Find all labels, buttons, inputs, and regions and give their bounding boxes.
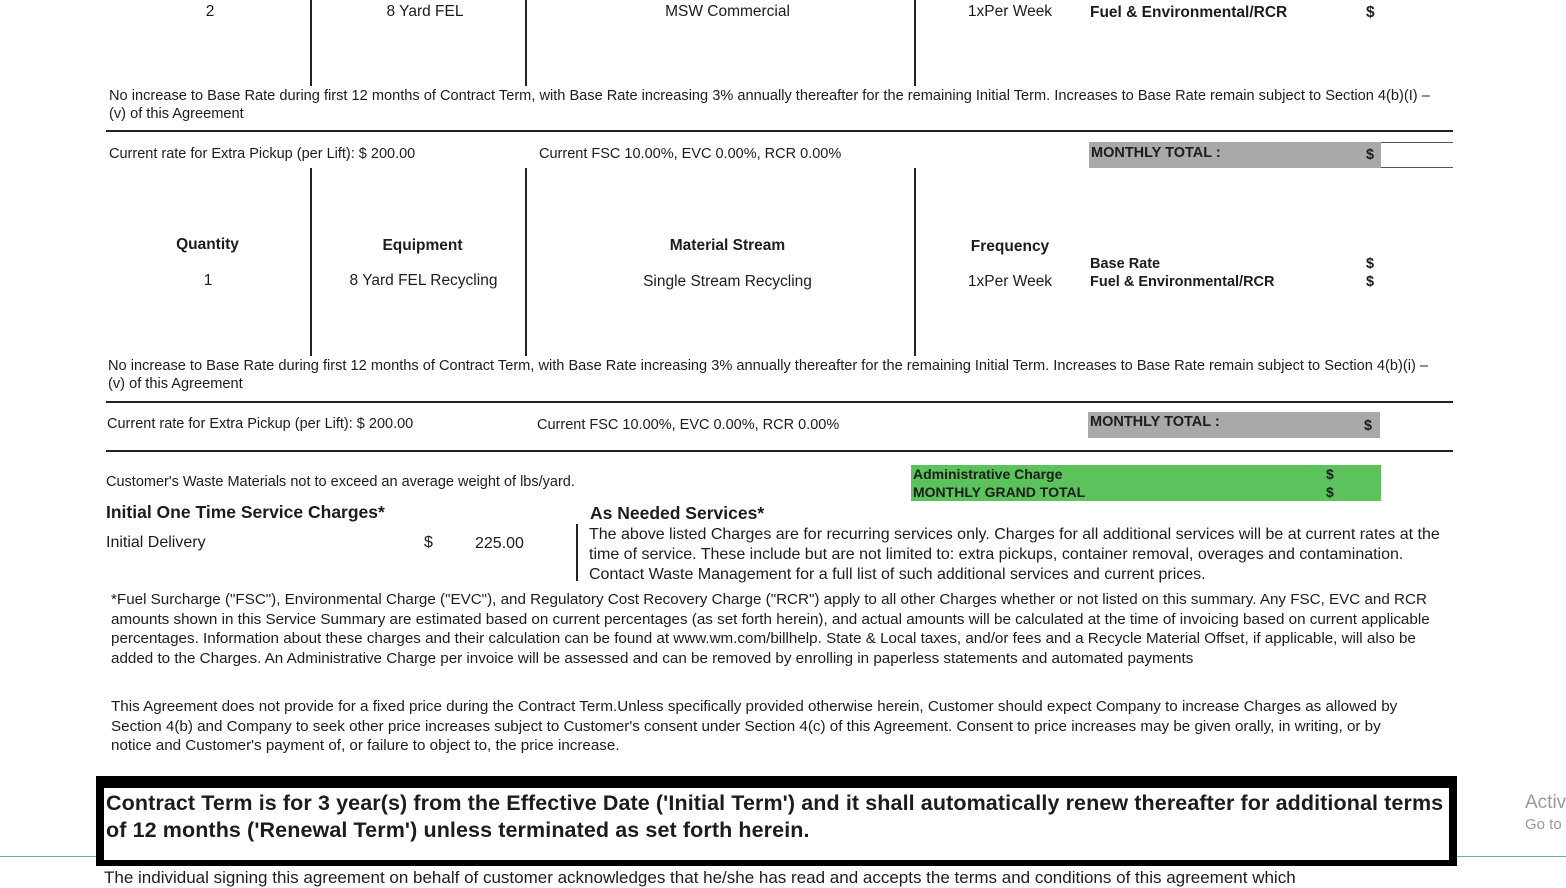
as-needed-title: As Needed Services* (590, 503, 765, 523)
fuel-surcharge-note: *Fuel Surcharge ("FSC"), Environmental Charge ("EVC"), and Regulatory Cost Recovery Charge ("RCR") apply to all other Charges whether or not listed on this summary. Any FSC, EVC and RCR amounts shown in this Service Summary are estimated based on current percentages (as set forth herein), and actual amounts will be calculated at the time of invoicing based on current applicable percentages. Information about these charges and their calculation can be found at www.wm.com/billhelp. State & Local taxes, and/or fees and a Recycle Material Offset, if applicable, will also be added to the Charges. An Administrative Charge per invoice will be assessed and can be removed by enrolling in paperless statements and automated payments (111, 591, 1430, 667)
edge-rule-right (1457, 856, 1566, 857)
footer1-extra-pickup: Current rate for Extra Pickup (per Lift): $ 200.00 (109, 146, 416, 162)
row2-fee-value: $ (1366, 274, 1375, 290)
row1-quantity: 2 (205, 3, 215, 20)
footer2-fsc: Current FSC 10.00%, EVC 0.00%, RCR 0.00% (537, 417, 840, 433)
row2-note: No increase to Base Rate during first 12 months of Contract Term, with Base Rate increasing 3% annually thereafter for the remaining Initial Term. Increases to Base Rate remain subject to Section 4(b)(i) – (v) of this Agreement (108, 358, 1429, 392)
row2-material-stream: Single Stream Recycling (643, 273, 812, 290)
row2-equipment: 8 Yard FEL Recycling (349, 272, 498, 289)
watermark-line-2: Go to (1525, 816, 1562, 833)
admin-charge-value: $ (1326, 466, 1334, 482)
section2-rule (106, 401, 1453, 403)
footer1-total-box-top (1381, 142, 1453, 143)
as-needed-divider (576, 524, 578, 581)
row2-fee-label: Fuel & Environmental/RCR (1090, 274, 1275, 290)
row1-material-stream: MSW Commercial (665, 3, 790, 20)
row2-base-rate-label: Base Rate (1090, 256, 1161, 272)
footer2-monthly-total-label: MONTHLY TOTAL : (1090, 414, 1220, 430)
section3-rule (106, 450, 1453, 452)
edge-rule-left (0, 856, 96, 857)
row1-divider-2 (525, 0, 527, 86)
row2-divider-2 (525, 168, 527, 356)
row2-divider-3 (914, 168, 916, 356)
section1-rule (106, 130, 1453, 132)
row1-equipment: 8 Yard FEL (386, 3, 464, 20)
admin-charge-label: Administrative Charge (913, 466, 1063, 482)
row1-divider-3 (914, 0, 916, 86)
footer1-monthly-total-label: MONTHLY TOTAL : (1091, 145, 1221, 161)
grand-total-label: MONTHLY GRAND TOTAL (913, 484, 1086, 500)
row1-frequency: 1xPer Week (967, 3, 1053, 20)
row2-base-rate-value: $ (1366, 256, 1375, 272)
header-frequency: Frequency (970, 238, 1050, 255)
footer1-fsc: Current FSC 10.00%, EVC 0.00%, RCR 0.00% (539, 146, 842, 162)
watermark-line-1: Activ (1525, 792, 1566, 813)
weight-note: Customer's Waste Materials not to exceed an average weight of lbs/yard. (106, 474, 575, 490)
footer1-monthly-total-value: $ (1366, 147, 1375, 163)
row1-divider-1 (310, 0, 312, 86)
row2-quantity: 1 (203, 272, 213, 289)
row1-fee-value: $ (1366, 4, 1375, 21)
footer1-total-box-bottom (1381, 167, 1453, 168)
footer2-monthly-total-value: $ (1364, 418, 1373, 434)
footer2-extra-pickup: Current rate for Extra Pickup (per Lift): $ 200.00 (107, 416, 414, 432)
header-quantity: Quantity (176, 236, 239, 253)
initial-delivery-currency: $ (424, 534, 433, 551)
row2-divider-1 (310, 168, 312, 356)
header-material-stream: Material Stream (669, 237, 786, 254)
initial-delivery-amount: 225.00 (475, 535, 524, 552)
row2-frequency: 1xPer Week (967, 273, 1053, 290)
signing-acknowledgement: The individual signing this agreement on behalf of customer acknowledges that he/she has read and accepts the terms and conditions of this agreement which (104, 868, 1296, 887)
row1-fee-label: Fuel & Environmental/RCR (1090, 4, 1288, 21)
one-time-charges-title: Initial One Time Service Charges* (106, 502, 385, 522)
header-equipment: Equipment (382, 237, 463, 254)
as-needed-text: The above listed Charges are for recurring services only. Charges for all additional services will be at current rates at the time of service. These include but are not limited to: extra pickups, container removal, overages and contamination. Contact Waste Management for a full list of such additional services and current prices. (589, 526, 1440, 583)
contract-term-text: Contract Term is for 3 year(s) from the Effective Date ('Initial Term') and it shall automatically renew thereafter for additional terms of 12 months ('Renewal Term') unless terminated as set forth herein. (106, 791, 1444, 842)
row1-note: No increase to Base Rate during first 12 months of Contract Term, with Base Rate increasing 3% annually thereafter for the remaining Initial Term. Increases to Base Rate remain subject to Section 4(b)(I) – (v) of this Agreement (109, 88, 1430, 122)
agreement-price-note: This Agreement does not provide for a fixed price during the Contract Term.Unless specifically provided otherwise herein, Customer should expect Company to increase Charges as allowed by Section 4(b) and Company to seek other price increases subject to Customer's consent under Section 4(c) of this Agreement. Consent to price increases may be given orally, in writing, or by notice and Customer's payment of, or failure to object to, the price increase. (111, 698, 1398, 755)
grand-total-value: $ (1326, 484, 1334, 500)
initial-delivery-label: Initial Delivery (106, 534, 206, 551)
